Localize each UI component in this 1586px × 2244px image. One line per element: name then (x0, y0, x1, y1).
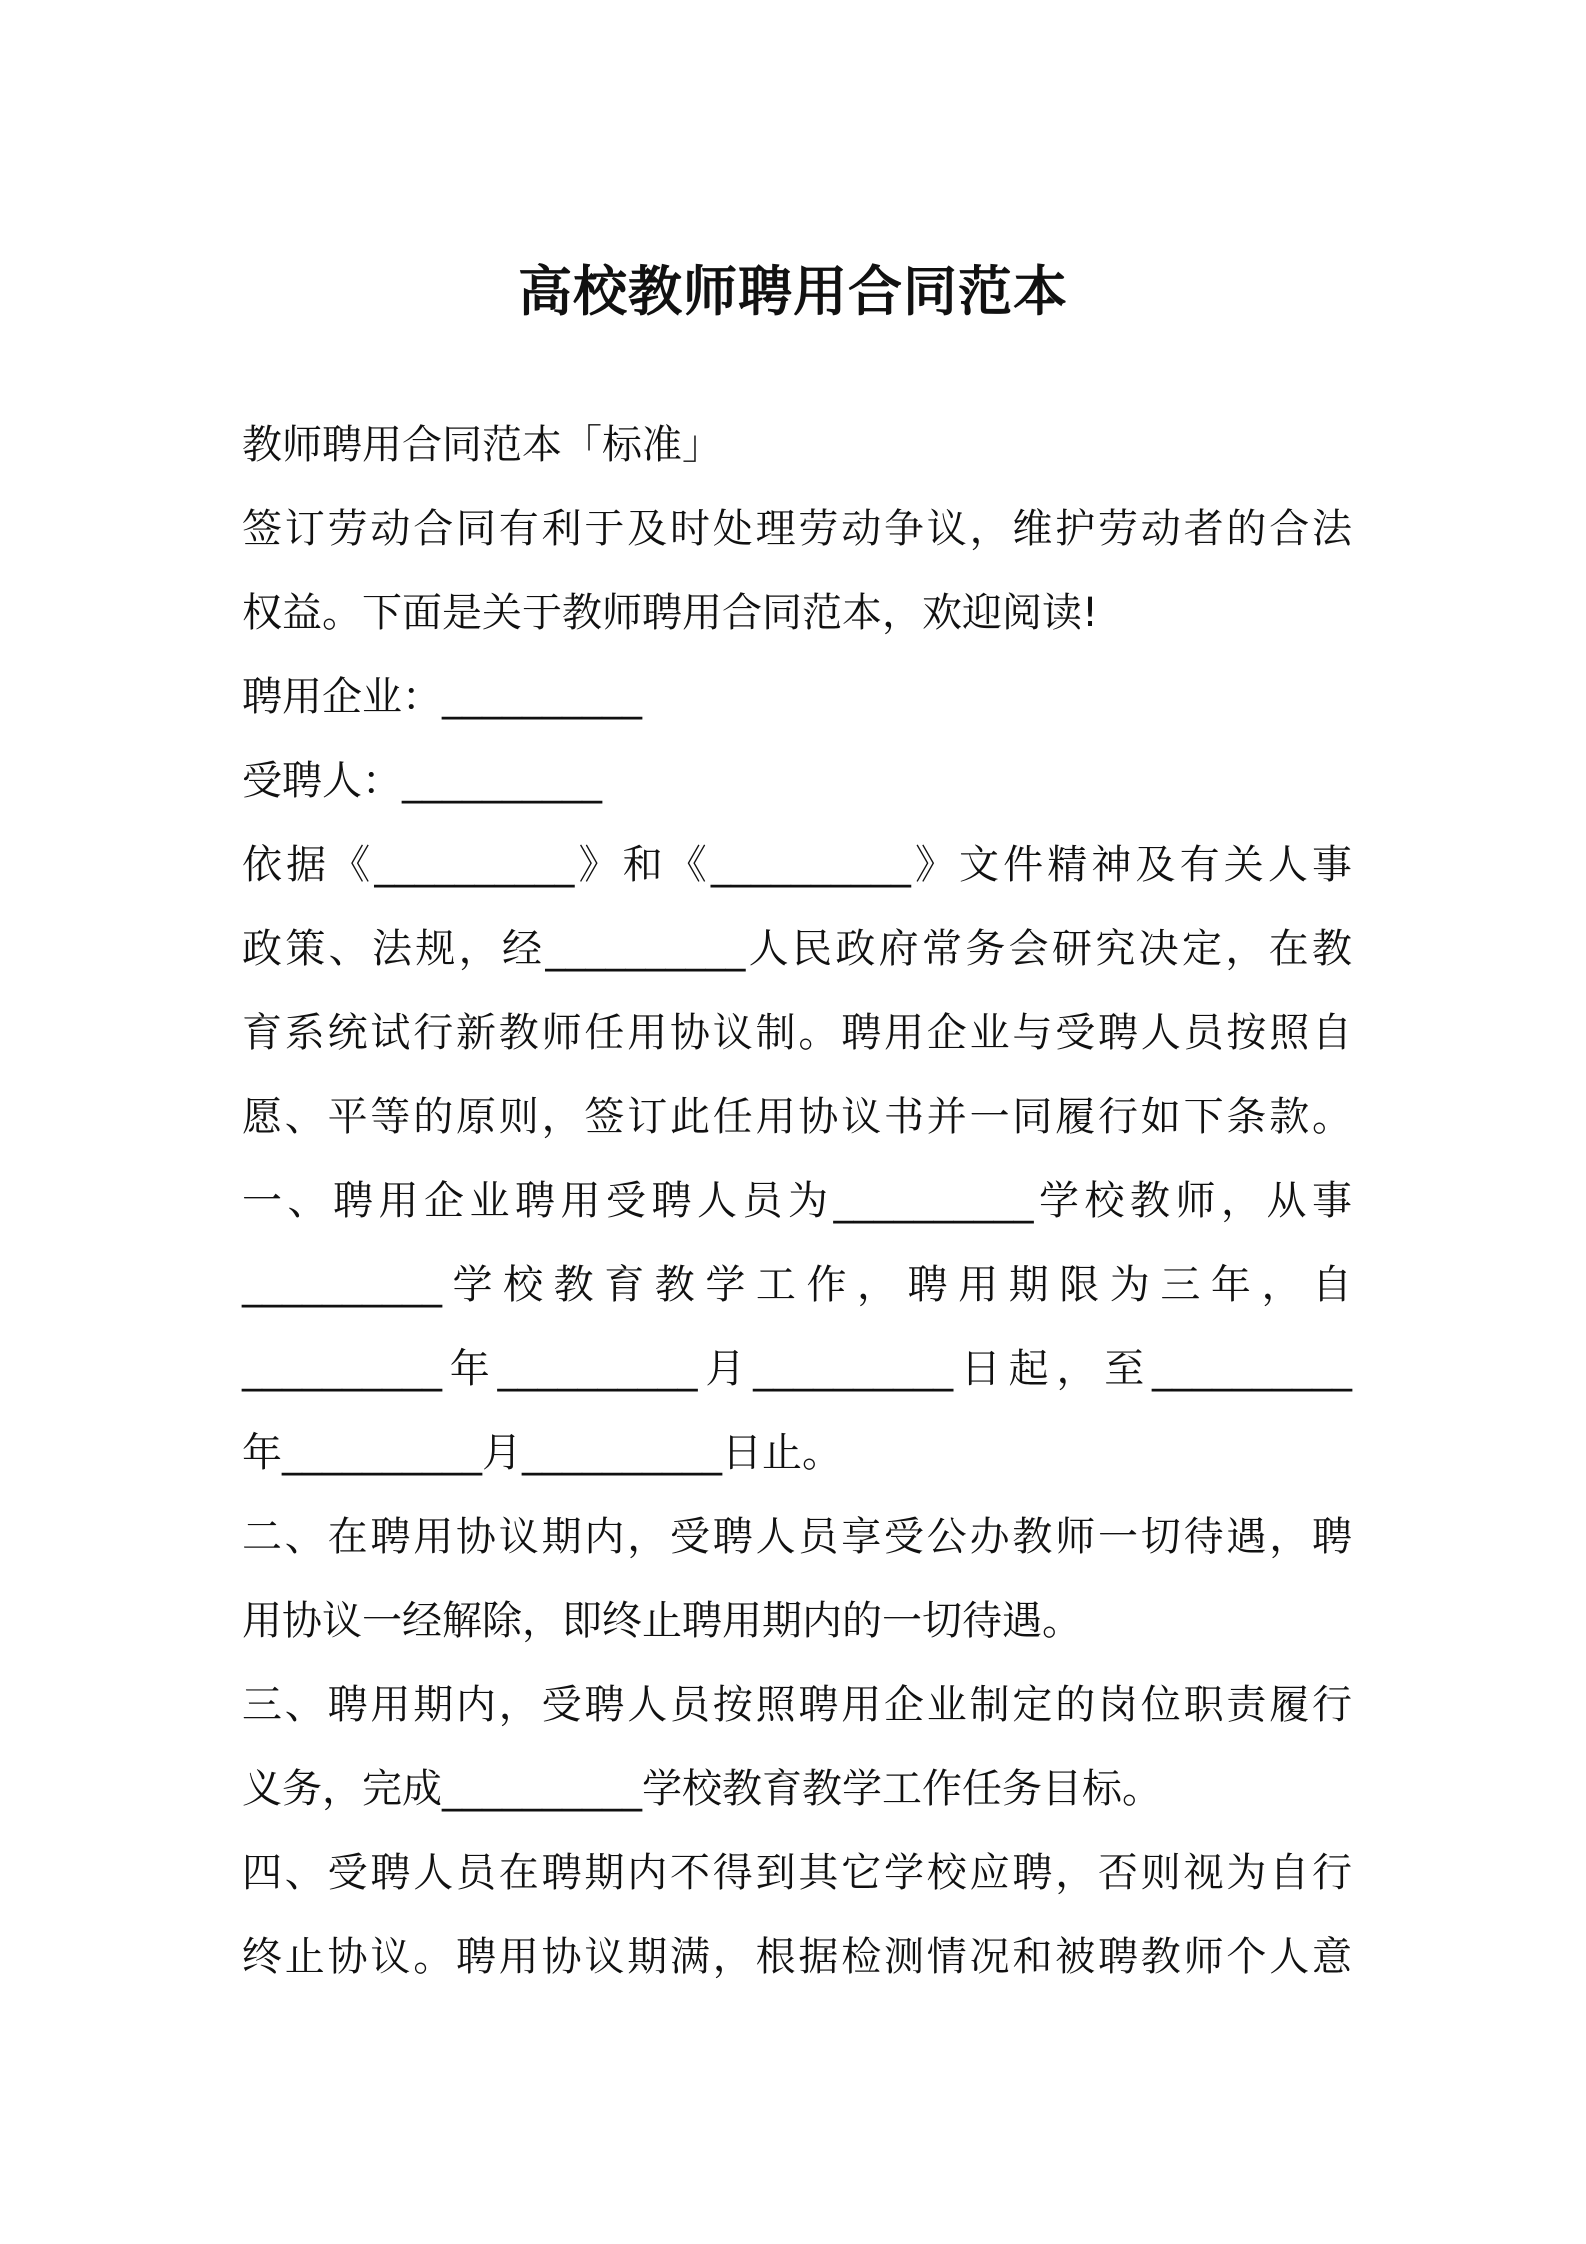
paragraph-line: 义务，完成__________学校教育教学工作任务目标。 (242, 1766, 1162, 1812)
paragraph-line: 签订劳动合同有利于及时处理劳动争议，维护劳动者的合法 (242, 506, 1352, 552)
paragraph-line: 依据《__________》和《__________》文件精神及有关人事 (242, 842, 1352, 888)
document-body (242, 403, 1352, 1999)
paragraph-line: 年__________月__________日止。 (242, 1430, 842, 1476)
paragraph-line: 教师聘用合同范本「标准」 (242, 422, 722, 468)
paragraph-line: 三、聘用期内，受聘人员按照聘用企业制定的岗位职责履行 (242, 1682, 1352, 1728)
paragraph-line: 育系统试行新教师任用协议制。聘用企业与受聘人员按照自 (242, 1010, 1352, 1056)
document-title: 高校教师聘用合同范本 (518, 260, 1068, 323)
paragraph-line: 聘用企业：__________ (242, 674, 642, 720)
paragraph-line: 四、受聘人员在聘期内不得到其它学校应聘，否则视为自行 (242, 1850, 1352, 1896)
paragraph-line: 用协议一经解除，即终止聘用期内的一切待遇。 (242, 1598, 1082, 1644)
paragraph-line: 终止协议。聘用协议期满，根据检测情况和被聘教师个人意 (242, 1934, 1352, 1980)
paragraph-line: 愿、平等的原则，签订此任用协议书并一同履行如下条款。 (242, 1094, 1352, 1140)
paragraph-line: __________年__________月__________日起，至__________ (242, 1346, 1352, 1392)
paragraph-line: 权益。下面是关于教师聘用合同范本，欢迎阅读! (242, 590, 1099, 636)
paragraph-line: __________学校教育教学工作，聘用期限为三年，自 (242, 1262, 1352, 1308)
paragraph-line: 二、在聘用协议期内，受聘人员享受公办教师一切待遇，聘 (242, 1514, 1352, 1560)
paragraph-line: 受聘人：__________ (242, 758, 602, 804)
paragraph-line: 一、聘用企业聘用受聘人员为__________学校教师，从事 (242, 1178, 1352, 1224)
paragraph-line: 政策、法规，经__________人民政府常务会研究决定，在教 (242, 926, 1352, 972)
